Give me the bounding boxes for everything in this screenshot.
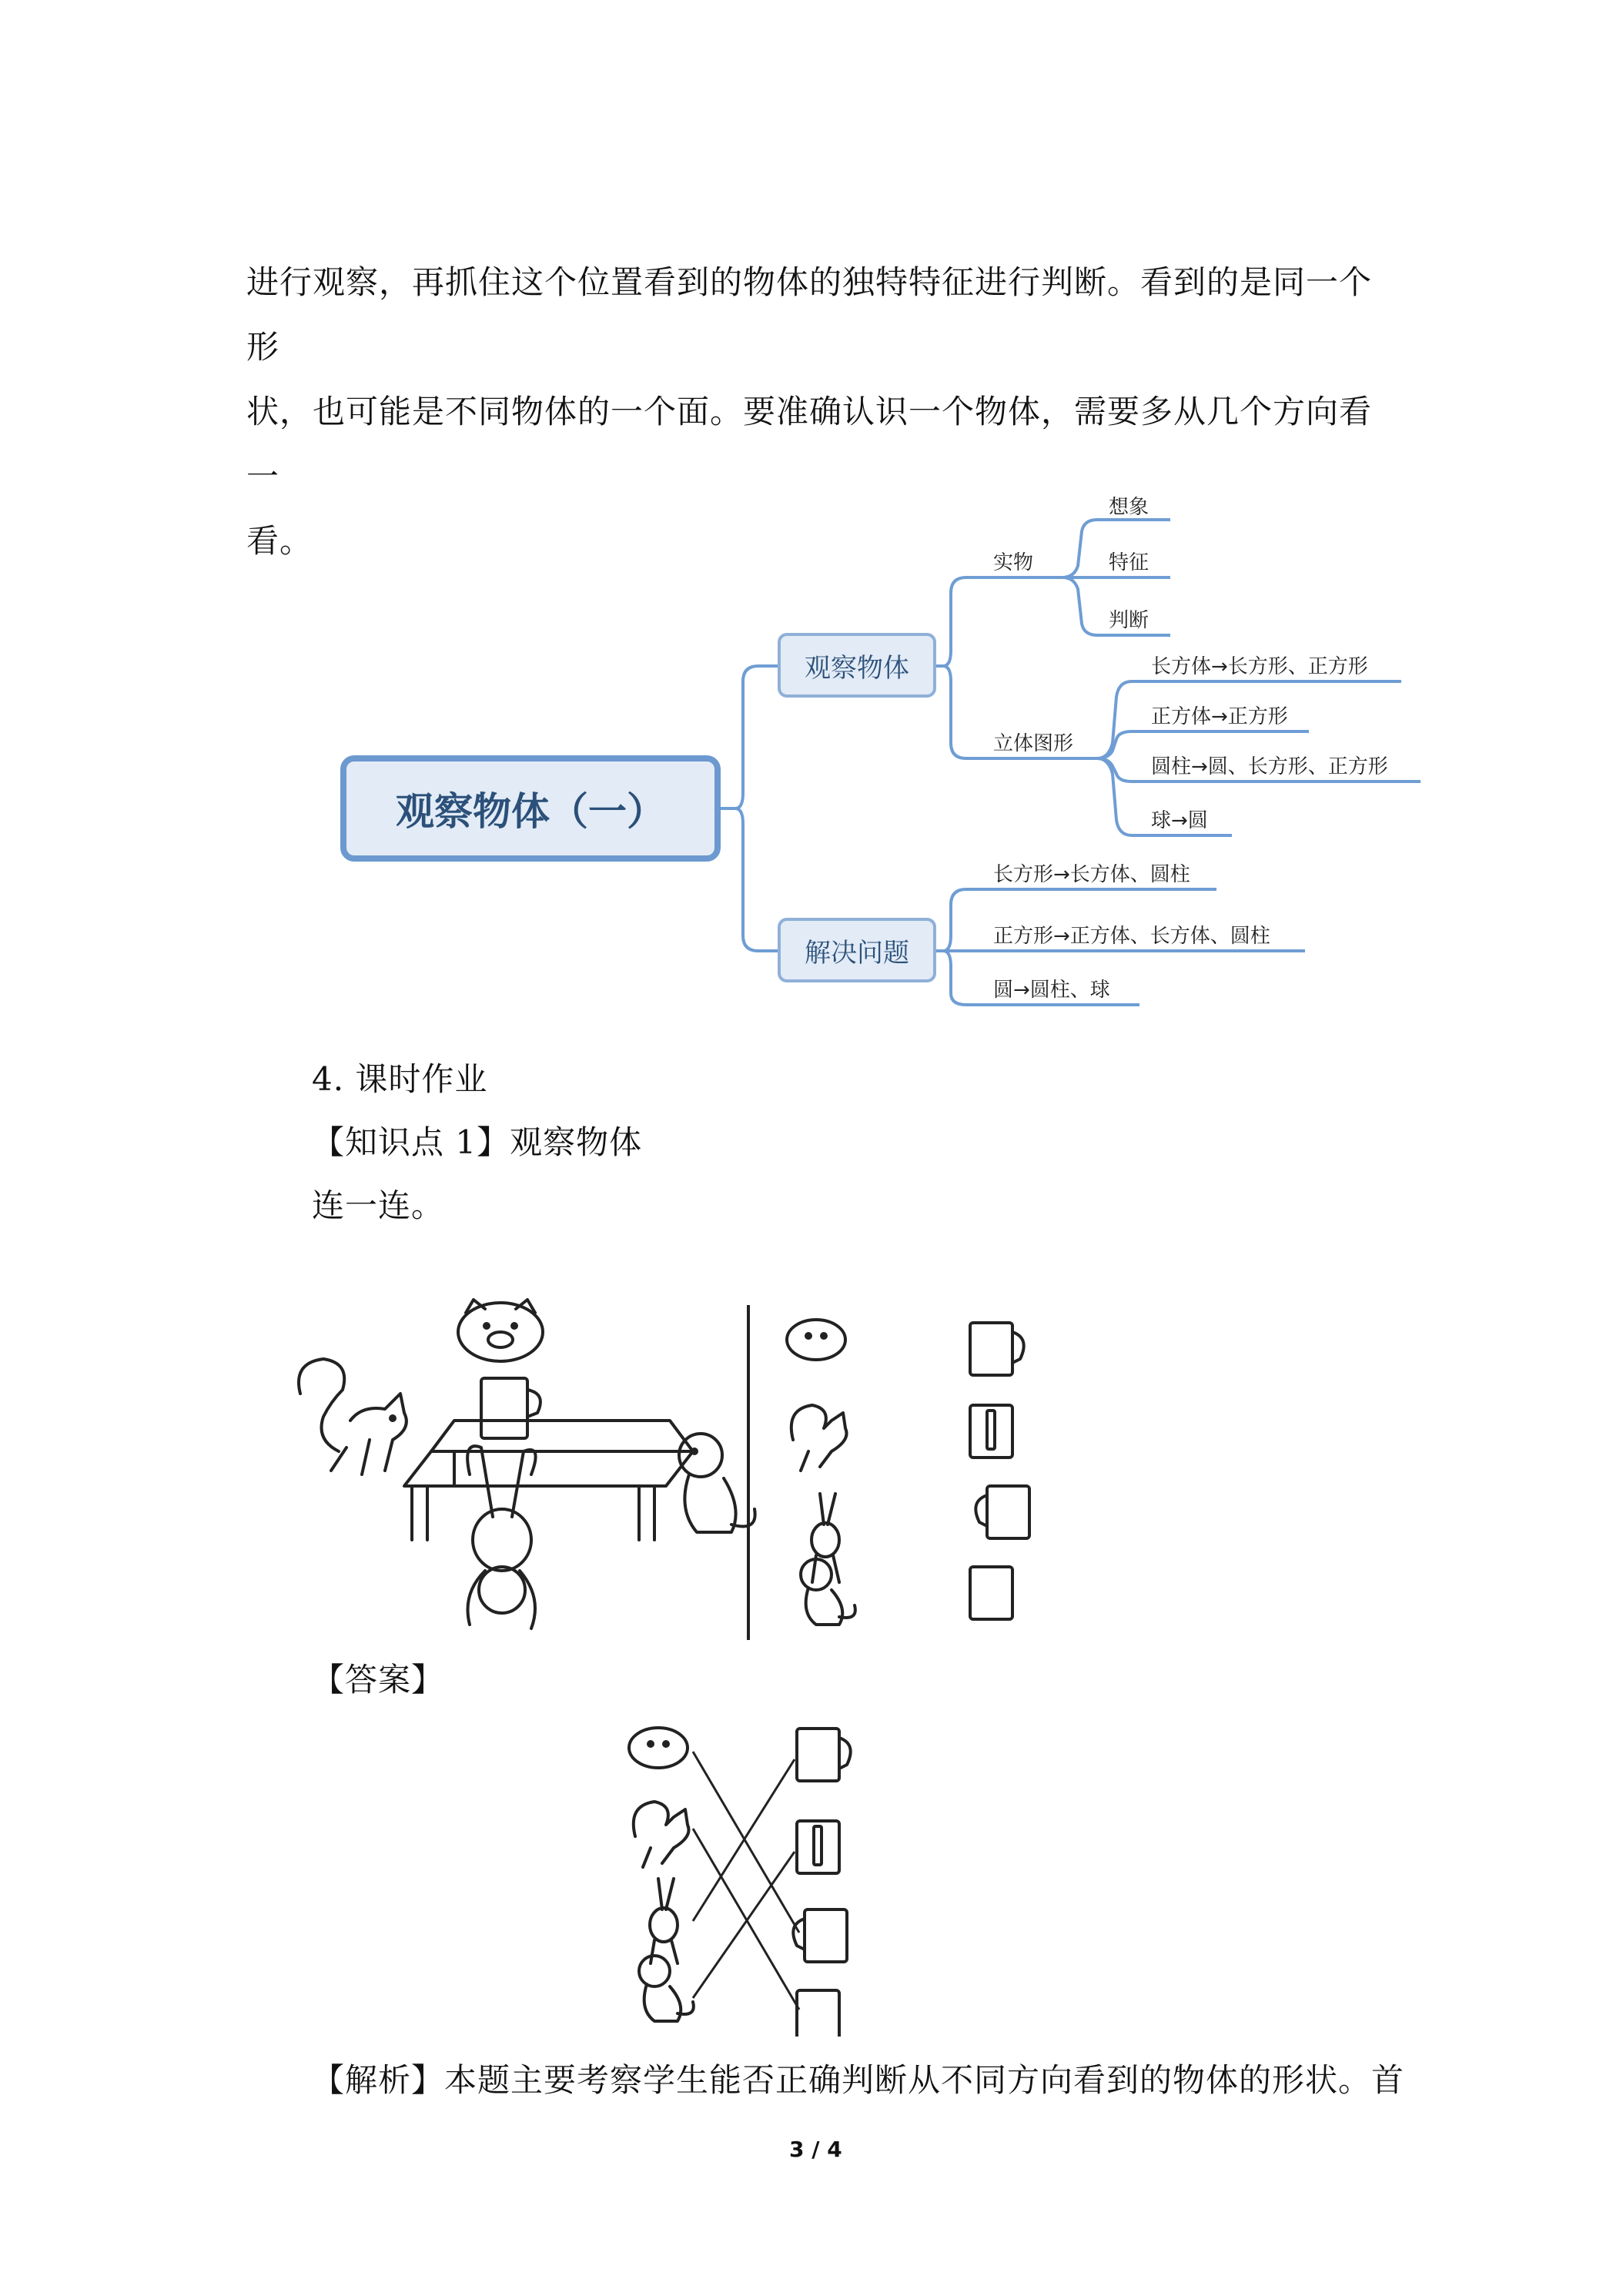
mind-map-topic-solve: 解决问题 — [778, 918, 936, 982]
mind-map-central-topic: 观察物体（一） — [340, 755, 721, 862]
cup-side-handle-only — [797, 1821, 839, 1873]
cup-left-handle — [975, 1486, 1029, 1538]
section-title: 4. 课时作业 — [312, 1060, 488, 1098]
pig-icon — [629, 1728, 688, 1768]
mind-map-leaf: 想象 — [1109, 496, 1149, 519]
page-number: 3 / 4 — [789, 2137, 842, 2162]
cup-front-right-handle — [797, 1729, 851, 1781]
rabbit-icon — [467, 1446, 535, 1628]
intro-line: 看。 — [246, 522, 313, 560]
intro-line: 状，也可能是不同物体的一个面。要准确认识一个物体，需要多从几个方向看一 — [246, 393, 1373, 495]
mind-map-leaf: 正方形→正方体、长方体、圆柱 — [993, 925, 1270, 948]
cup-no-handle — [797, 1990, 839, 2037]
intro-line: 进行观察，再抓住这个位置看到的物体的独特特征进行判断。看到的是同一个形 — [246, 263, 1373, 366]
cup-no-handle — [970, 1567, 1012, 1619]
analysis-text: 【解析】本题主要考察学生能否正确判断从不同方向看到的物体的形状。首 — [312, 2061, 1405, 2099]
answer-figure — [616, 1713, 893, 2037]
mind-map-leaf: 长方体→长方形、正方形 — [1151, 655, 1368, 678]
cup-icon — [481, 1378, 540, 1438]
mind-map-leaf: 圆柱→圆、长方形、正方形 — [1151, 755, 1388, 778]
squirrel-icon — [299, 1359, 407, 1474]
cup-side-handle-only — [970, 1405, 1012, 1458]
rabbit-icon — [812, 1494, 839, 1582]
pig-icon — [787, 1320, 845, 1360]
monkey-icon — [639, 1956, 694, 2021]
mind-map-leaf: 判断 — [1109, 609, 1149, 632]
table-icon — [404, 1421, 693, 1540]
monkey-icon — [801, 1559, 855, 1625]
answer-label: 【答案】 — [312, 1661, 445, 1699]
exercise-instruction: 连一连。 — [312, 1186, 445, 1224]
mind-map-topic-observe: 观察物体 — [778, 633, 936, 698]
mind-map-leaf: 长方形→长方体、圆柱 — [993, 863, 1190, 886]
knowledge-point-title: 【知识点 1】观察物体 — [312, 1123, 643, 1161]
mind-map-leaf: 圆→圆柱、球 — [993, 979, 1110, 1002]
answer-connect-lines — [693, 1752, 799, 2010]
mind-map-leaf: 球→圆 — [1151, 809, 1208, 832]
cup-front-right-handle — [970, 1323, 1024, 1375]
squirrel-icon — [634, 1802, 689, 1867]
squirrel-icon — [791, 1405, 847, 1471]
mind-map-branch-real: 实物 — [993, 551, 1034, 574]
pig-icon — [458, 1300, 543, 1361]
mind-map-leaf: 正方体→正方形 — [1151, 705, 1288, 728]
intro-paragraph — [246, 250, 1386, 574]
exercise-figure — [277, 1286, 1078, 1648]
mind-map-leaf: 特征 — [1109, 551, 1149, 574]
mind-map-branch-solid: 立体图形 — [993, 732, 1074, 755]
cup-left-handle — [793, 1909, 847, 1962]
rabbit-icon — [650, 1879, 678, 1963]
